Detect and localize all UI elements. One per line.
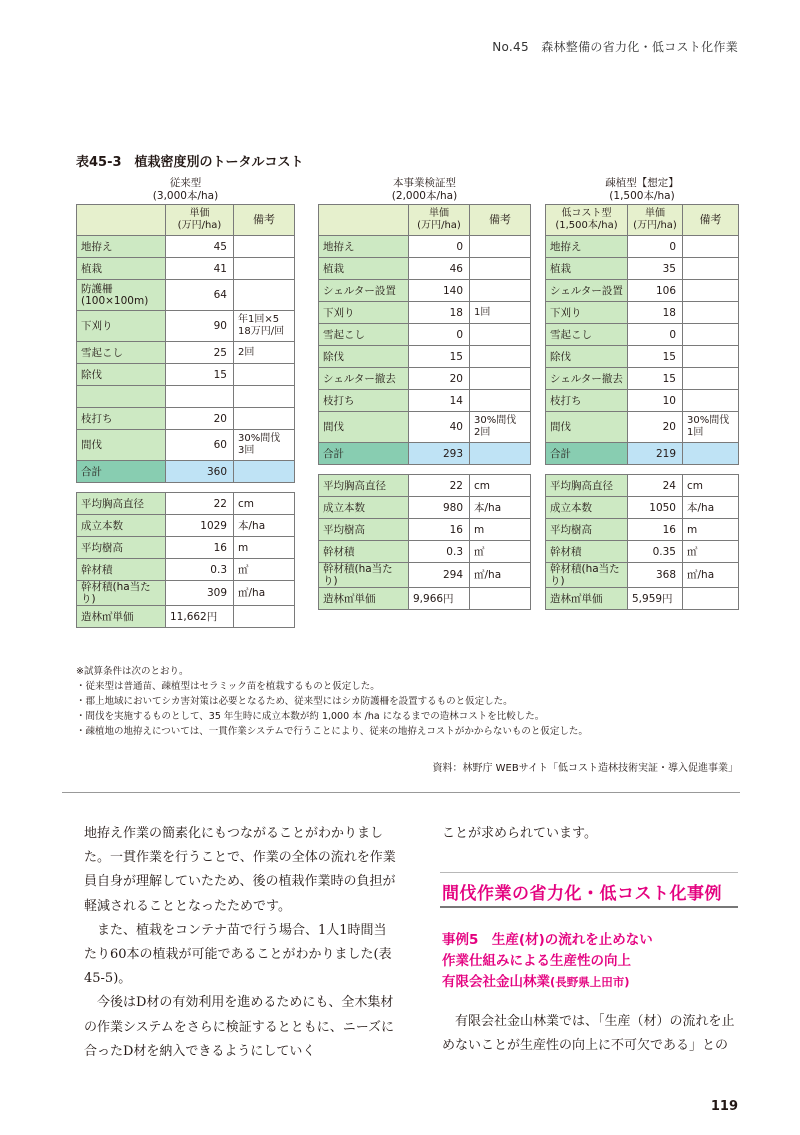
stat-value: 294: [409, 563, 470, 588]
stat-value: 368: [628, 563, 683, 588]
unit-price-label: 造林㎥単価: [319, 588, 409, 610]
row-note: [683, 346, 739, 368]
table-row: [319, 412, 531, 443]
row-value: 15: [409, 346, 470, 368]
table-row: [77, 364, 295, 386]
row-value: 40: [409, 412, 470, 443]
stat-unit: ㎥/ha: [234, 581, 295, 606]
stat-value: 24: [628, 475, 683, 497]
case-line-2: 作業仕組みによる生産性の向上: [442, 953, 631, 969]
row-note: [683, 258, 739, 280]
row-label: 除伐: [546, 346, 628, 368]
row-value: 0: [409, 324, 470, 346]
unit-price-label: 造林㎥単価: [546, 588, 628, 610]
cost-table-sparse: [545, 177, 739, 610]
row-value: 25: [166, 342, 234, 364]
stat-row: [546, 497, 739, 519]
table-row: [319, 368, 531, 390]
table-row: [319, 258, 531, 280]
divider: [62, 792, 740, 793]
row-value: 0: [628, 236, 683, 258]
header-cell: 単価 (万円/ha): [166, 205, 234, 236]
unit-price-blank: [683, 588, 739, 610]
stat-label: 幹材積(ha当たり): [319, 563, 409, 588]
gap-cell: [77, 483, 295, 493]
unit-price-value: 9,966円: [409, 588, 470, 610]
row-label: 雪起こし: [546, 324, 628, 346]
row-label: 防護柵 (100×100m): [77, 280, 166, 311]
stat-unit: cm: [234, 493, 295, 515]
row-note: 30%間伐 2回: [470, 412, 531, 443]
total-row: [77, 461, 295, 483]
stat-label: 平均胸高直径: [319, 475, 409, 497]
section-title: 間伐作業の省力化・低コスト化事例: [442, 884, 722, 904]
stat-value: 16: [628, 519, 683, 541]
header-cell: [319, 205, 409, 236]
row-note: 年1回×5 18万円/回: [234, 311, 295, 342]
stat-value: 0.3: [409, 541, 470, 563]
unit-price-label: 造林㎥単価: [77, 606, 166, 628]
stat-unit: m: [470, 519, 531, 541]
cost-table-conventional: [76, 177, 295, 628]
row-value: 15: [166, 364, 234, 386]
stat-label: 幹材積(ha当たり): [546, 563, 628, 588]
right-column-body: [442, 1010, 742, 1058]
header-cell: [77, 205, 166, 236]
unit-price-blank: [234, 606, 295, 628]
stat-row: [77, 537, 295, 559]
gap-cell: [319, 465, 531, 475]
row-label: 枝打ち: [546, 390, 628, 412]
table-row: [546, 390, 739, 412]
stat-value: 16: [166, 537, 234, 559]
row-label: 植栽: [319, 258, 409, 280]
table-header-row: [319, 205, 531, 236]
source-note: 資料：林野庁 WEBサイト「低コスト造林技術実証・導入促進事業」: [432, 763, 738, 774]
row-label: 植栽: [546, 258, 628, 280]
row-value: 0: [628, 324, 683, 346]
left-column: [84, 822, 396, 1064]
paragraph: また、植栽をコンテナ苗で行う場合、1人1時間当たり60本の植栽が可能であることがわかりました(表45-5)。: [84, 922, 392, 987]
footnote: ・郡上地域においてシカ害対策は必要となるため、従来型にはシカ防護柵を設置するものと仮定した。: [76, 696, 513, 707]
stat-row: [319, 497, 531, 519]
row-label: 地拵え: [319, 236, 409, 258]
stat-value: 16: [409, 519, 470, 541]
row-value: 60: [166, 430, 234, 461]
table-row: [546, 280, 739, 302]
stat-value: 1029: [166, 515, 234, 537]
row-value: 20: [166, 408, 234, 430]
row-note: [470, 346, 531, 368]
stat-row: [319, 519, 531, 541]
case-line-1: 事例5 生産(材)の流れを止めない: [442, 932, 653, 948]
stat-unit: 本/ha: [683, 497, 739, 519]
unit-price-row: [77, 606, 295, 628]
stat-value: 309: [166, 581, 234, 606]
row-note: [470, 258, 531, 280]
row-note: [234, 236, 295, 258]
paragraph: 有限会社金山林業では、「生産（材）の流れを止めないことが生産性の向上に不可欠である」との: [442, 1014, 735, 1054]
stat-row: [546, 519, 739, 541]
row-value: 140: [409, 280, 470, 302]
total-label: 合計: [77, 461, 166, 483]
table-header-row: [546, 205, 739, 236]
row-label: 枝打ち: [319, 390, 409, 412]
table-row: [319, 390, 531, 412]
table-row: [546, 346, 739, 368]
stat-label: 平均胸高直径: [77, 493, 166, 515]
total-value: 219: [628, 443, 683, 465]
table-row: [77, 430, 295, 461]
header-cell: 単価 (万円/ha): [409, 205, 470, 236]
table-header-row: [77, 205, 295, 236]
footnote: ・疎植地の地拵えについては、一貫作業システムで行うことにより、従来の地拵えコストがかからないものと仮定した。: [76, 726, 588, 737]
stat-row: [77, 515, 295, 537]
row-label: 植栽: [77, 258, 166, 280]
row-label: 枝打ち: [77, 408, 166, 430]
stat-value: 980: [409, 497, 470, 519]
case-location: (長野県上田市): [550, 975, 630, 989]
stat-row: [546, 541, 739, 563]
stat-unit: 本/ha: [470, 497, 531, 519]
stat-unit: ㎥: [683, 541, 739, 563]
stat-label: 幹材積: [319, 541, 409, 563]
stat-unit: m: [234, 537, 295, 559]
stat-label: 平均樹高: [546, 519, 628, 541]
total-value: 293: [409, 443, 470, 465]
row-label: 間伐: [319, 412, 409, 443]
table-row: [319, 346, 531, 368]
total-label: 合計: [319, 443, 409, 465]
footnote: ※試算条件は次のとおり。: [76, 666, 189, 677]
stat-unit: ㎥/ha: [470, 563, 531, 588]
row-label: 除伐: [319, 346, 409, 368]
footnote: ・従来型は普通苗、疎植型はセラミック苗を植栽するものと仮定した。: [76, 681, 380, 692]
table-row: [546, 236, 739, 258]
row-value: 64: [166, 280, 234, 311]
section-rule-bottom: [440, 906, 738, 908]
row-value: [166, 386, 234, 408]
row-note: [234, 258, 295, 280]
table-row: [77, 236, 295, 258]
footnotes: [76, 664, 588, 739]
row-label: シェルター設置: [319, 280, 409, 302]
row-value: 14: [409, 390, 470, 412]
table-gap: [77, 483, 295, 493]
total-blank: [234, 461, 295, 483]
row-label: 地拵え: [77, 236, 166, 258]
stat-unit: cm: [470, 475, 531, 497]
unit-price-row: [546, 588, 739, 610]
row-note: [234, 280, 295, 311]
unit-price-blank: [470, 588, 531, 610]
row-value: 20: [409, 368, 470, 390]
stat-value: 22: [166, 493, 234, 515]
unit-price-row: [319, 588, 531, 610]
header-cell: 低コスト型 (1,500本/ha): [546, 205, 628, 236]
total-blank: [470, 443, 531, 465]
block-heading: 疎植型【想定】 (1,500本/ha): [605, 177, 679, 202]
stat-row: [319, 541, 531, 563]
row-note: [470, 324, 531, 346]
stat-row: [546, 475, 739, 497]
row-note: 2回: [234, 342, 295, 364]
case-line-3: 有限会社金山林業(長野県上田市): [442, 974, 630, 990]
stat-label: 成立本数: [319, 497, 409, 519]
table-row: [77, 311, 295, 342]
stat-label: 幹材積(ha当たり): [77, 581, 166, 606]
total-row: [319, 443, 531, 465]
stat-unit: 本/ha: [234, 515, 295, 537]
row-label: 下刈り: [319, 302, 409, 324]
block-heading: 本事業検証型 (2,000本/ha): [391, 177, 458, 202]
table-row: [546, 302, 739, 324]
section-rule-top: [440, 872, 738, 873]
row-label: シェルター設置: [546, 280, 628, 302]
unit-price-value: 5,959円: [628, 588, 683, 610]
stat-unit: ㎥: [234, 559, 295, 581]
row-note: [683, 302, 739, 324]
table-row: [77, 258, 295, 280]
row-note: [470, 390, 531, 412]
stat-label: 平均胸高直径: [546, 475, 628, 497]
row-value: 41: [166, 258, 234, 280]
stat-value: 0.35: [628, 541, 683, 563]
unit-price-value: 11,662円: [166, 606, 234, 628]
row-label: 雪起こし: [77, 342, 166, 364]
header-cell: 単価 (万円/ha): [628, 205, 683, 236]
running-header: No.45 森林整備の省力化・低コスト化作業: [492, 40, 738, 54]
total-row: [546, 443, 739, 465]
right-column-top: ことが求められています。: [442, 826, 597, 841]
row-note: 1回: [470, 302, 531, 324]
total-value: 360: [166, 461, 234, 483]
table-gap: [546, 465, 739, 475]
table-row: [546, 412, 739, 443]
header-cell: 備考: [234, 205, 295, 236]
row-note: [683, 368, 739, 390]
page-number: 119: [710, 1099, 738, 1114]
stat-row: [77, 559, 295, 581]
total-blank: [683, 443, 739, 465]
gap-cell: [546, 465, 739, 475]
table-row: [319, 280, 531, 302]
row-note: [470, 280, 531, 302]
stat-value: 1050: [628, 497, 683, 519]
row-label: シェルター撤去: [546, 368, 628, 390]
row-value: 10: [628, 390, 683, 412]
row-note: [683, 280, 739, 302]
stat-label: 幹材積: [546, 541, 628, 563]
total-label: 合計: [546, 443, 628, 465]
row-note: [683, 236, 739, 258]
table-row: [546, 324, 739, 346]
stat-value: 0.3: [166, 559, 234, 581]
table-row: [77, 280, 295, 311]
stat-label: 幹材積: [77, 559, 166, 581]
table-row: [546, 258, 739, 280]
cost-table-verification: [318, 177, 531, 610]
row-value: 90: [166, 311, 234, 342]
row-value: 15: [628, 346, 683, 368]
row-value: 18: [409, 302, 470, 324]
stat-unit: cm: [683, 475, 739, 497]
stat-label: 平均樹高: [77, 537, 166, 559]
row-value: 0: [409, 236, 470, 258]
case-heading: [442, 930, 742, 993]
row-label: 下刈り: [77, 311, 166, 342]
row-value: 45: [166, 236, 234, 258]
stat-row: [77, 581, 295, 606]
table-row: [77, 342, 295, 364]
stat-row: [546, 563, 739, 588]
row-value: 106: [628, 280, 683, 302]
row-label: 下刈り: [546, 302, 628, 324]
row-value: 20: [628, 412, 683, 443]
row-label: 間伐: [546, 412, 628, 443]
row-value: 15: [628, 368, 683, 390]
header-cell: 備考: [470, 205, 531, 236]
header-cell: 備考: [683, 205, 739, 236]
row-label: 地拵え: [546, 236, 628, 258]
row-note: [683, 324, 739, 346]
table-row: [319, 324, 531, 346]
block-heading: 従来型 (3,000本/ha): [152, 177, 219, 202]
stat-unit: ㎥: [470, 541, 531, 563]
row-note: [470, 236, 531, 258]
row-note: 30%間伐 1回: [683, 412, 739, 443]
stat-row: [319, 475, 531, 497]
footnote: ・間伐を実施するものとして、35 年生時に成立本数が約 1,000 本 /ha になるまでの造林コストを比較した。: [76, 711, 545, 722]
paragraph: 地拵え作業の簡素化にもつながることがわかりました。一貫作業を行うことで、作業の全体の流れを作業員自身が理解していたため、後の植栽作業時の負担が軽減されることとなったためです。: [84, 826, 396, 914]
table-gap: [319, 465, 531, 475]
table-title: 表45-3 植栽密度別のトータルコスト: [76, 155, 304, 170]
stat-label: 平均樹高: [319, 519, 409, 541]
row-note: [234, 386, 295, 408]
row-note: [470, 368, 531, 390]
row-label: 除伐: [77, 364, 166, 386]
row-note: [683, 390, 739, 412]
table-row: [77, 386, 295, 408]
row-label: [77, 386, 166, 408]
row-note: [234, 408, 295, 430]
stat-value: 22: [409, 475, 470, 497]
stat-unit: m: [683, 519, 739, 541]
stat-row: [319, 563, 531, 588]
row-label: 雪起こし: [319, 324, 409, 346]
row-value: 18: [628, 302, 683, 324]
table-row: [546, 368, 739, 390]
row-label: 間伐: [77, 430, 166, 461]
row-label: シェルター撤去: [319, 368, 409, 390]
stat-label: 成立本数: [546, 497, 628, 519]
table-row: [319, 236, 531, 258]
table-row: [319, 302, 531, 324]
row-value: 46: [409, 258, 470, 280]
stat-unit: ㎥/ha: [683, 563, 739, 588]
row-note: 30%間伐 3回: [234, 430, 295, 461]
row-value: 35: [628, 258, 683, 280]
stat-label: 成立本数: [77, 515, 166, 537]
stat-row: [77, 493, 295, 515]
paragraph: 今後はD材の有効利用を進めるためにも、全木集材の作業システムをさらに検証するとともに、ニーズに合ったD材を納入できるようにしていく: [84, 995, 395, 1059]
row-note: [234, 364, 295, 386]
table-row: [77, 408, 295, 430]
